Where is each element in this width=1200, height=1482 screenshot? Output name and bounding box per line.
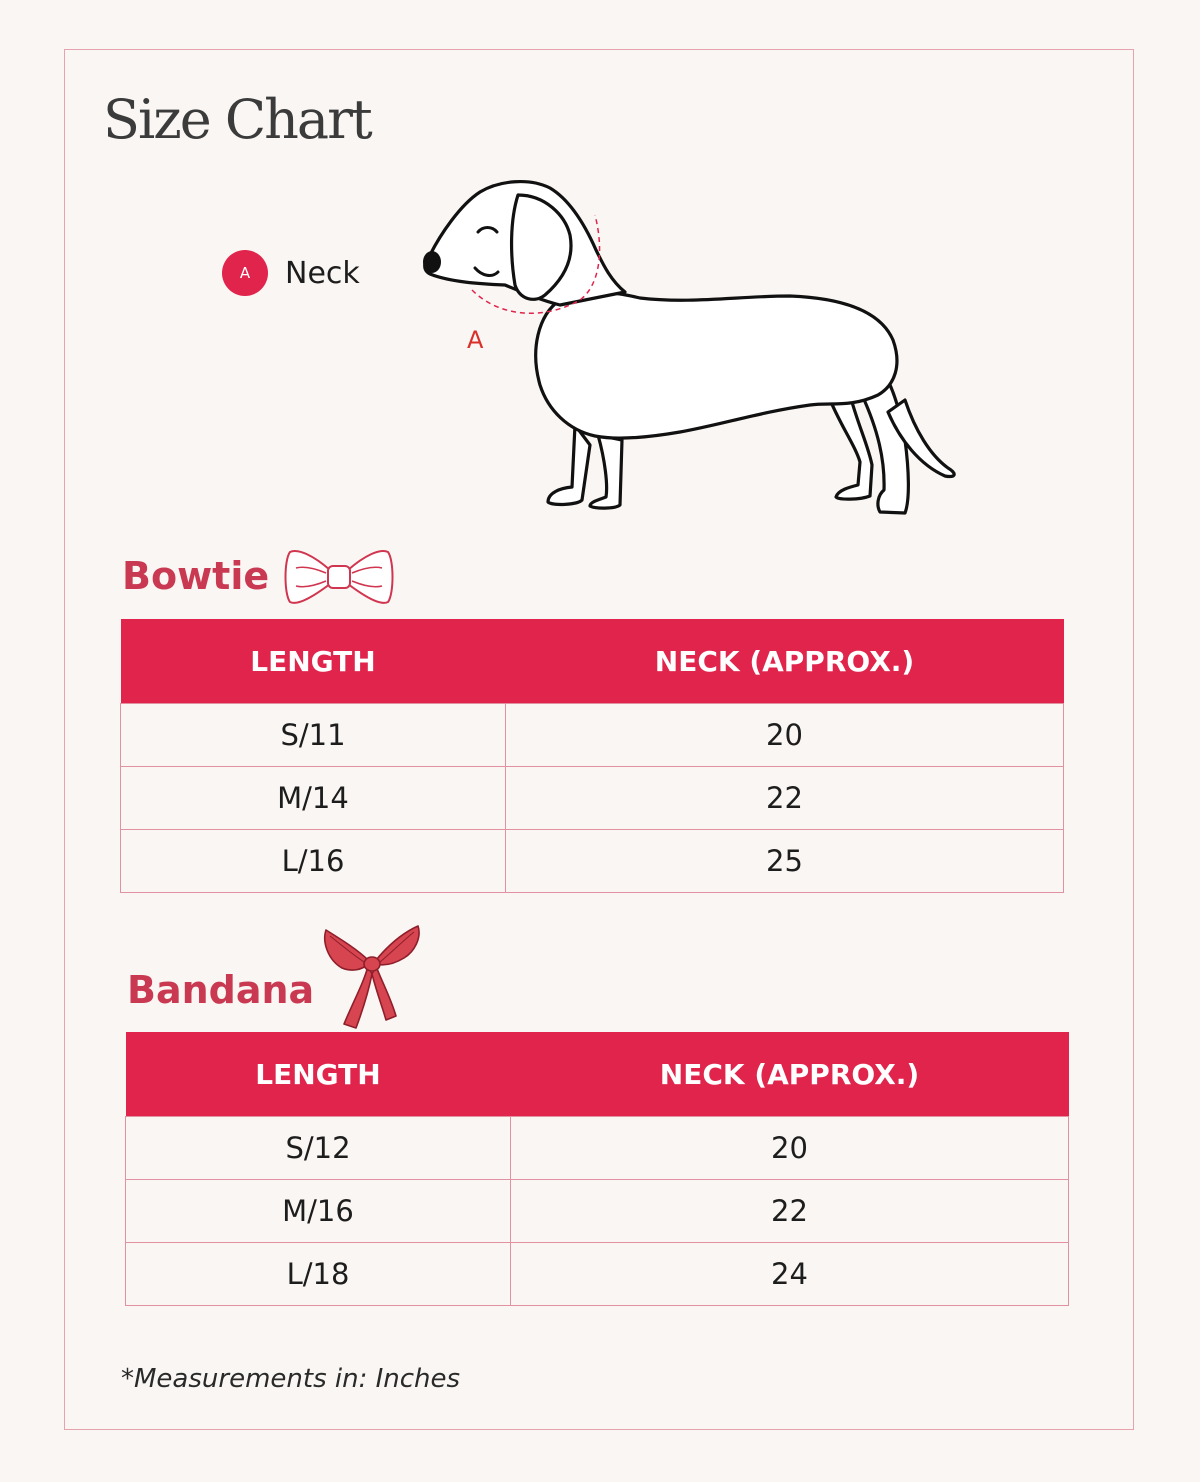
cell-length: M/16 [126, 1180, 511, 1243]
header-neck: NECK (APPROX.) [506, 619, 1064, 704]
table-row [126, 1180, 1069, 1243]
legend-badge: A [222, 250, 268, 296]
cell-length: L/16 [121, 830, 506, 893]
table-row [121, 767, 1064, 830]
bandana-section-title: Bandana [127, 968, 315, 1012]
cell-neck: 22 [506, 767, 1064, 830]
cell-neck: 22 [511, 1180, 1069, 1243]
cell-length: S/11 [121, 704, 506, 767]
dachshund-illustration [400, 170, 970, 530]
bandana-size-table [125, 1032, 1069, 1306]
bowtie-size-table [120, 619, 1064, 893]
bandana-bow-icon [320, 920, 424, 1032]
measurement-footnote: *Measurements in: Inches [121, 1364, 461, 1394]
legend-label: Neck [285, 255, 360, 291]
cell-neck: 25 [506, 830, 1064, 893]
table-header-row [126, 1032, 1069, 1117]
neck-marker-label: A [467, 326, 484, 354]
header-length: LENGTH [126, 1032, 511, 1117]
cell-neck: 20 [506, 704, 1064, 767]
table-header-row [121, 619, 1064, 704]
bowtie-icon [284, 546, 396, 608]
measurement-legend [222, 250, 360, 296]
page-title: Size Chart [103, 88, 371, 151]
cell-length: M/14 [121, 767, 506, 830]
table-row [126, 1117, 1069, 1180]
cell-length: S/12 [126, 1117, 511, 1180]
cell-length: L/18 [126, 1243, 511, 1306]
cell-neck: 24 [511, 1243, 1069, 1306]
table-row [126, 1243, 1069, 1306]
cell-neck: 20 [511, 1117, 1069, 1180]
header-length: LENGTH [121, 619, 506, 704]
table-row [121, 704, 1064, 767]
table-row [121, 830, 1064, 893]
header-neck: NECK (APPROX.) [511, 1032, 1069, 1117]
bowtie-section-title: Bowtie [122, 554, 270, 598]
